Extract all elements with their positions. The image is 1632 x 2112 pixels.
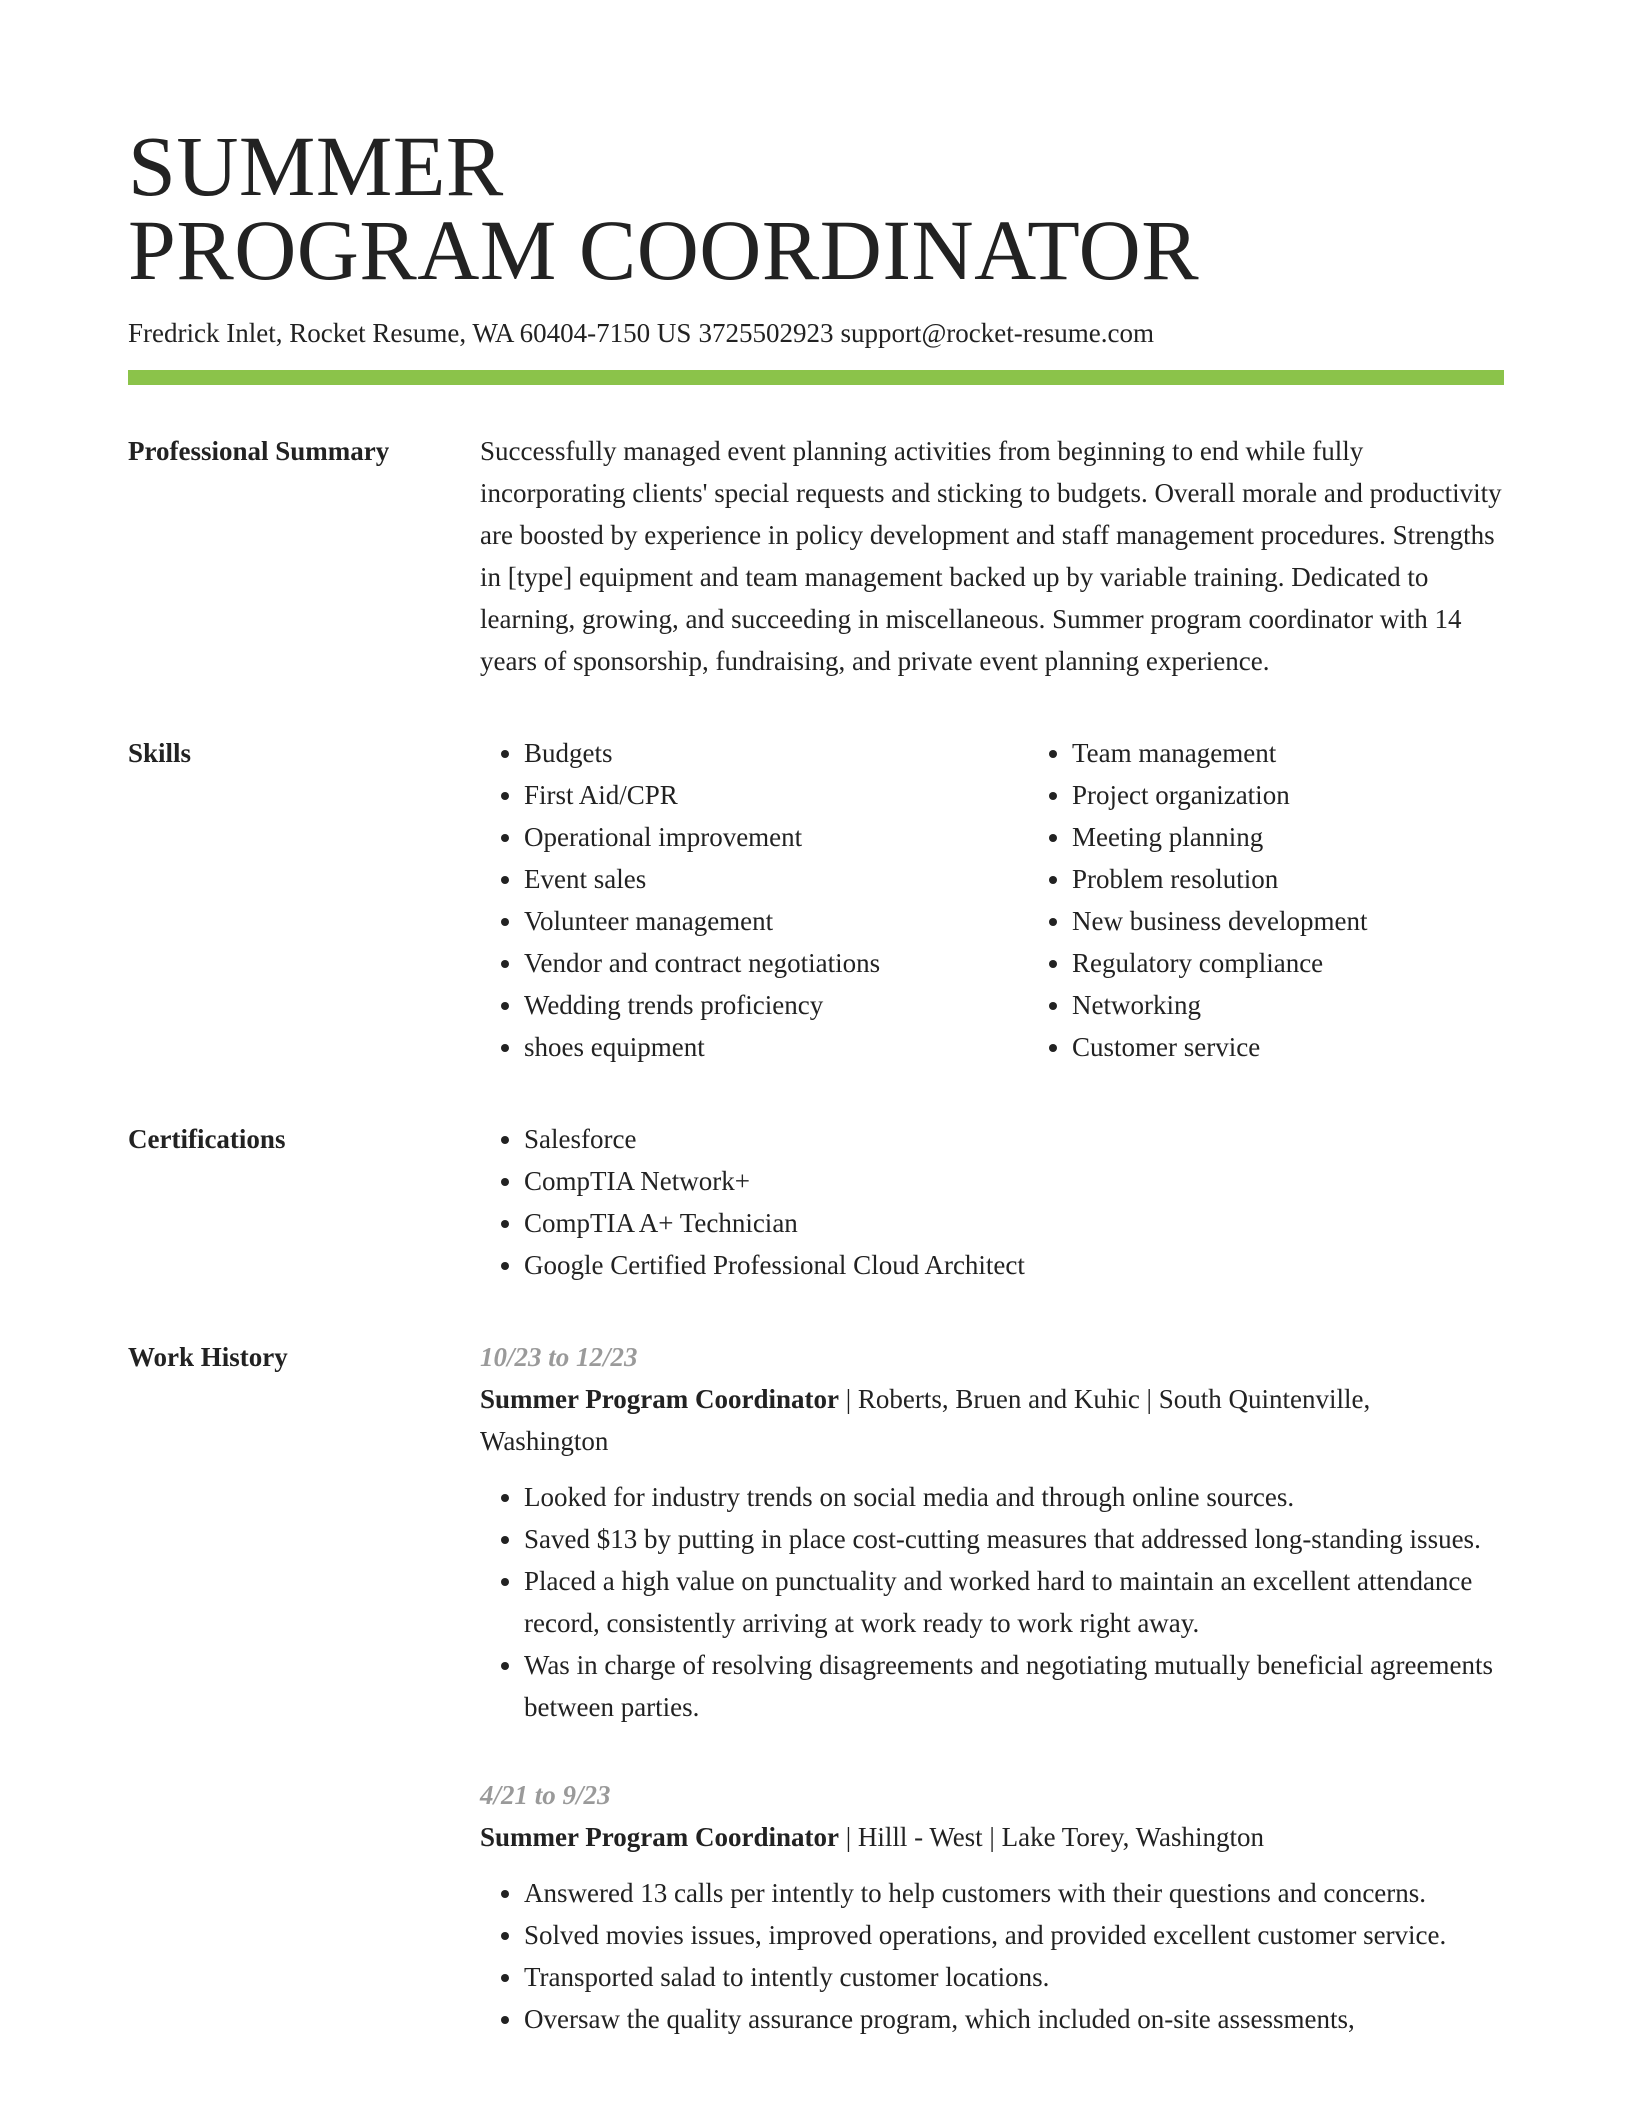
- summary-title: Professional Summary: [128, 436, 390, 466]
- contact-address: Fredrick Inlet, Rocket Resume, WA 60404-7150 US: [128, 318, 692, 348]
- job-bullets: [480, 1476, 1504, 1728]
- job-heading: [480, 1816, 1504, 1858]
- contact-line: [128, 316, 1504, 350]
- work-history-section: [128, 1336, 1504, 2040]
- job-bullet: • Looked for industry trends on social media and through online sources.: [524, 1476, 1504, 1518]
- job-bullet: • Was in charge of resolving disagreements and negotiating mutually beneficial agreements between parties.: [524, 1644, 1504, 1728]
- skills-body: [480, 732, 1504, 1068]
- skill-item: • Event sales: [524, 858, 1028, 900]
- job-heading: [480, 1378, 1504, 1462]
- certification-item: • Google Certified Professional Cloud Architect: [524, 1244, 1504, 1286]
- skills-title: Skills: [128, 738, 192, 768]
- skills-list-left: [480, 732, 1028, 1068]
- name-line-2: PROGRAM COORDINATOR: [128, 202, 1200, 298]
- skill-item: • First Aid/CPR: [524, 774, 1028, 816]
- job-title: Summer Program Coordinator: [480, 1822, 839, 1852]
- header-divider: [128, 370, 1504, 385]
- job-bullet: • Saved $13 by putting in place cost-cutting measures that addressed long-standing issues.: [524, 1518, 1504, 1560]
- certifications-body: [480, 1118, 1504, 1286]
- skill-item: • New business development: [1072, 900, 1576, 942]
- skill-item: • Regulatory compliance: [1072, 942, 1576, 984]
- certification-item: • Salesforce: [524, 1118, 1504, 1160]
- work-history-body: [480, 1336, 1504, 2040]
- job-bullet: • Solved movies issues, improved operations, and provided excellent customer service.: [524, 1914, 1504, 1956]
- job-bullet: • Transported salad to intently customer locations.: [524, 1956, 1504, 1998]
- skill-item: • shoes equipment: [524, 1026, 1028, 1068]
- resume-page: [128, 0, 1504, 2040]
- certifications-title: Certifications: [128, 1124, 286, 1154]
- skill-item: • Networking: [1072, 984, 1576, 1026]
- name-line-1: SUMMER: [128, 118, 504, 214]
- skill-item: • Customer service: [1072, 1026, 1576, 1068]
- job-bullet: • Answered 13 calls per intently to help customers with their questions and concerns.: [524, 1872, 1504, 1914]
- certifications-section: [128, 1118, 1504, 1286]
- certifications-list: [480, 1118, 1504, 1286]
- job-dates: 4/21 to 9/23: [480, 1780, 611, 1810]
- skill-item: • Vendor and contract negotiations: [524, 942, 1028, 984]
- skill-item: • Problem resolution: [1072, 858, 1576, 900]
- job-bullets: [480, 1872, 1504, 2040]
- summary-text: Successfully managed event planning activities from beginning to end while fully incorporating clients' special requests and sticking to budgets. Overall morale and productivity are boosted by experience in policy development and staff management procedures. Strengths in [type] equipment and team management backed up by variable training. Dedicated to learning, growing, and succeeding in miscellaneous. Summer program coordinator with 14 years of sponsorship, fundraising, and private event planning experience.: [480, 436, 1502, 676]
- job-details: | Hilll - West | Lake Torey, Washington: [838, 1822, 1264, 1852]
- summary-section: [128, 430, 1504, 682]
- skill-item: • Budgets: [524, 732, 1028, 774]
- job-dates: 10/23 to 12/23: [480, 1342, 638, 1372]
- skill-item: • Volunteer management: [524, 900, 1028, 942]
- skill-item: • Team management: [1072, 732, 1576, 774]
- job-bullet: • Oversaw the quality assurance program, which included on-site assessments,: [524, 1998, 1504, 2040]
- skills-grid: [480, 732, 1504, 1068]
- resume-name: [128, 0, 1504, 298]
- skills-section: [128, 732, 1504, 1068]
- skill-item: • Meeting planning: [1072, 816, 1576, 858]
- job-entry: [480, 1774, 1504, 2040]
- job-details: | Roberts, Bruen and Kuhic | South Quintenville, Washington: [480, 1384, 1371, 1456]
- summary-body: [480, 430, 1504, 682]
- skills-list-right: [1028, 732, 1576, 1068]
- skill-item: • Project organization: [1072, 774, 1576, 816]
- contact-phone: 3725502923: [698, 318, 834, 348]
- skill-item: • Operational improvement: [524, 816, 1028, 858]
- skill-item: • Wedding trends proficiency: [524, 984, 1028, 1026]
- job-entry: [480, 1336, 1504, 1728]
- certification-item: • CompTIA A+ Technician: [524, 1202, 1504, 1244]
- certification-item: • CompTIA Network+: [524, 1160, 1504, 1202]
- job-bullet: • Placed a high value on punctuality and worked hard to maintain an excellent attendance record, consistently arriving at work ready to work right away.: [524, 1560, 1504, 1644]
- contact-email: support@rocket-resume.com: [840, 318, 1154, 348]
- job-title: Summer Program Coordinator: [480, 1384, 839, 1414]
- work-history-title: Work History: [128, 1342, 288, 1372]
